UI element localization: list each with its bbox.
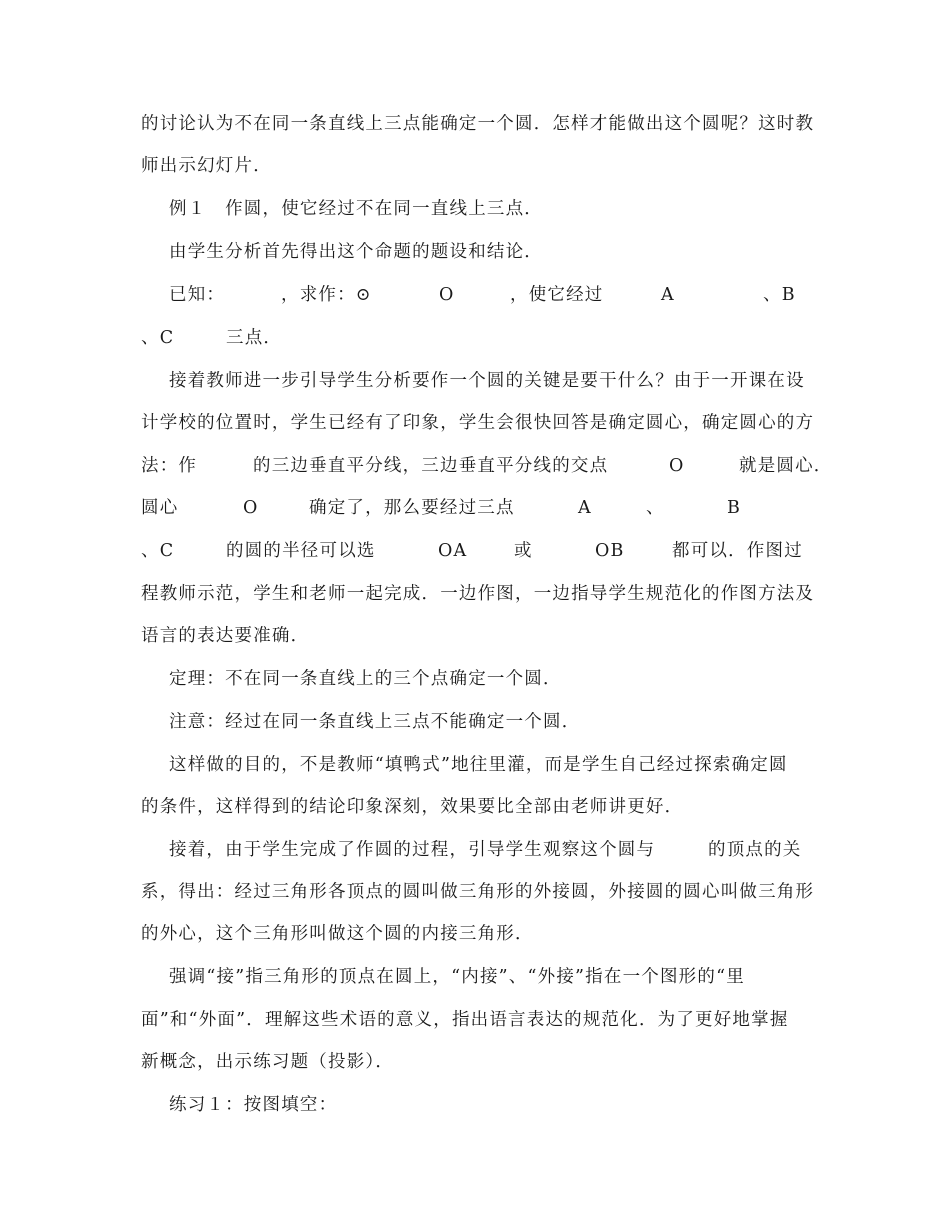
- paragraph-line: 强调“接”指三角形的顶点在圆上，“内接”、“外接”指在一个图形的“里: [169, 967, 745, 987]
- point-b: B: [727, 498, 742, 518]
- example-heading: 例１ 作圆，使它经过不在同一直线上三点．: [169, 199, 543, 219]
- segment-oa: OA: [438, 541, 468, 561]
- three-points: 三点．: [226, 328, 283, 348]
- paragraph-segment: 的顶点的关: [708, 840, 802, 860]
- note: 注意：经过在同一条直线上三点不能确定一个圆．: [169, 712, 581, 732]
- exercise-heading: 练习１：按图填空：: [169, 1095, 338, 1115]
- paragraph-segment: 就是圆心．: [739, 456, 833, 476]
- paragraph-line: 接着教师进一步引导学生分析要作一个圆的关键是要干什么？由于一开课在设: [169, 371, 805, 391]
- paragraph-segment: 或: [514, 541, 533, 561]
- point-a: A: [661, 285, 675, 305]
- point-o: O: [243, 498, 259, 518]
- paragraph-segment: 的圆的半径可以选: [226, 541, 376, 561]
- paragraph-line: 新概念，出示练习题（投影）．: [141, 1052, 395, 1072]
- paragraph-line: 面”和“外面”．理解这些术语的意义，指出语言表达的规范化．为了更好地掌握: [141, 1010, 789, 1030]
- find-label: ，求作：⊙: [281, 285, 372, 305]
- separator: 、: [646, 498, 665, 518]
- paragraph-line: 系，得出：经过三角形各顶点的圆叫做三角形的外接圆，外接圆的圆心叫做三角形: [141, 882, 815, 902]
- point-o: O: [439, 285, 455, 305]
- point-o: O: [669, 456, 685, 476]
- pass-label: ，使它经过: [510, 285, 604, 305]
- point-c: 、C: [141, 328, 175, 348]
- point-b: 、B: [763, 285, 796, 305]
- theorem: 定理：不在同一条直线上的三个点确定一个圆．: [169, 669, 562, 689]
- segment-ob: OB: [595, 541, 625, 561]
- paragraph-segment: 圆心: [141, 498, 179, 518]
- paragraph-segment: 都可以．作图过: [672, 541, 803, 561]
- paragraph-line: 的讨论认为不在同一条直线上三点能确定一个圆．怎样才能做出这个圆呢？这时教: [141, 114, 815, 134]
- paragraph-line: 计学校的位置时，学生已经有了印象，学生会很快回答是确定圆心，确定圆心的方: [141, 413, 815, 433]
- paragraph-line: 语言的表达要准确．: [141, 626, 310, 646]
- paragraph-line: 的条件，这样得到的结论印象深刻，效果要比全部由老师讲更好．: [141, 797, 684, 817]
- paragraph-segment: 法：作: [141, 456, 198, 476]
- paragraph-line: 的外心，这个三角形叫做这个圆的内接三角形．: [141, 924, 534, 944]
- point-c: 、C: [141, 541, 175, 561]
- paragraph-segment: 接着，由于学生完成了作圆的过程，引导学生观察这个圆与: [169, 840, 656, 860]
- paragraph-segment: 确定了，那么要经过三点: [309, 498, 515, 518]
- paragraph-segment: 的三边垂直平分线，三边垂直平分线的交点: [253, 456, 609, 476]
- paragraph-line: 程教师示范，学生和老师一起完成．一边作图，一边指导学生规范化的作图方法及: [141, 584, 815, 604]
- paragraph-line: 师出示幻灯片．: [141, 156, 272, 176]
- paragraph-line: 由学生分析首先得出这个命题的题设和结论．: [169, 242, 543, 262]
- known-label: 已知：: [169, 285, 226, 305]
- point-a: A: [578, 498, 592, 518]
- paragraph-line: 这样做的目的，不是教师“填鸭式”地往里灌，而是学生自己经过探索确定圆: [169, 755, 788, 775]
